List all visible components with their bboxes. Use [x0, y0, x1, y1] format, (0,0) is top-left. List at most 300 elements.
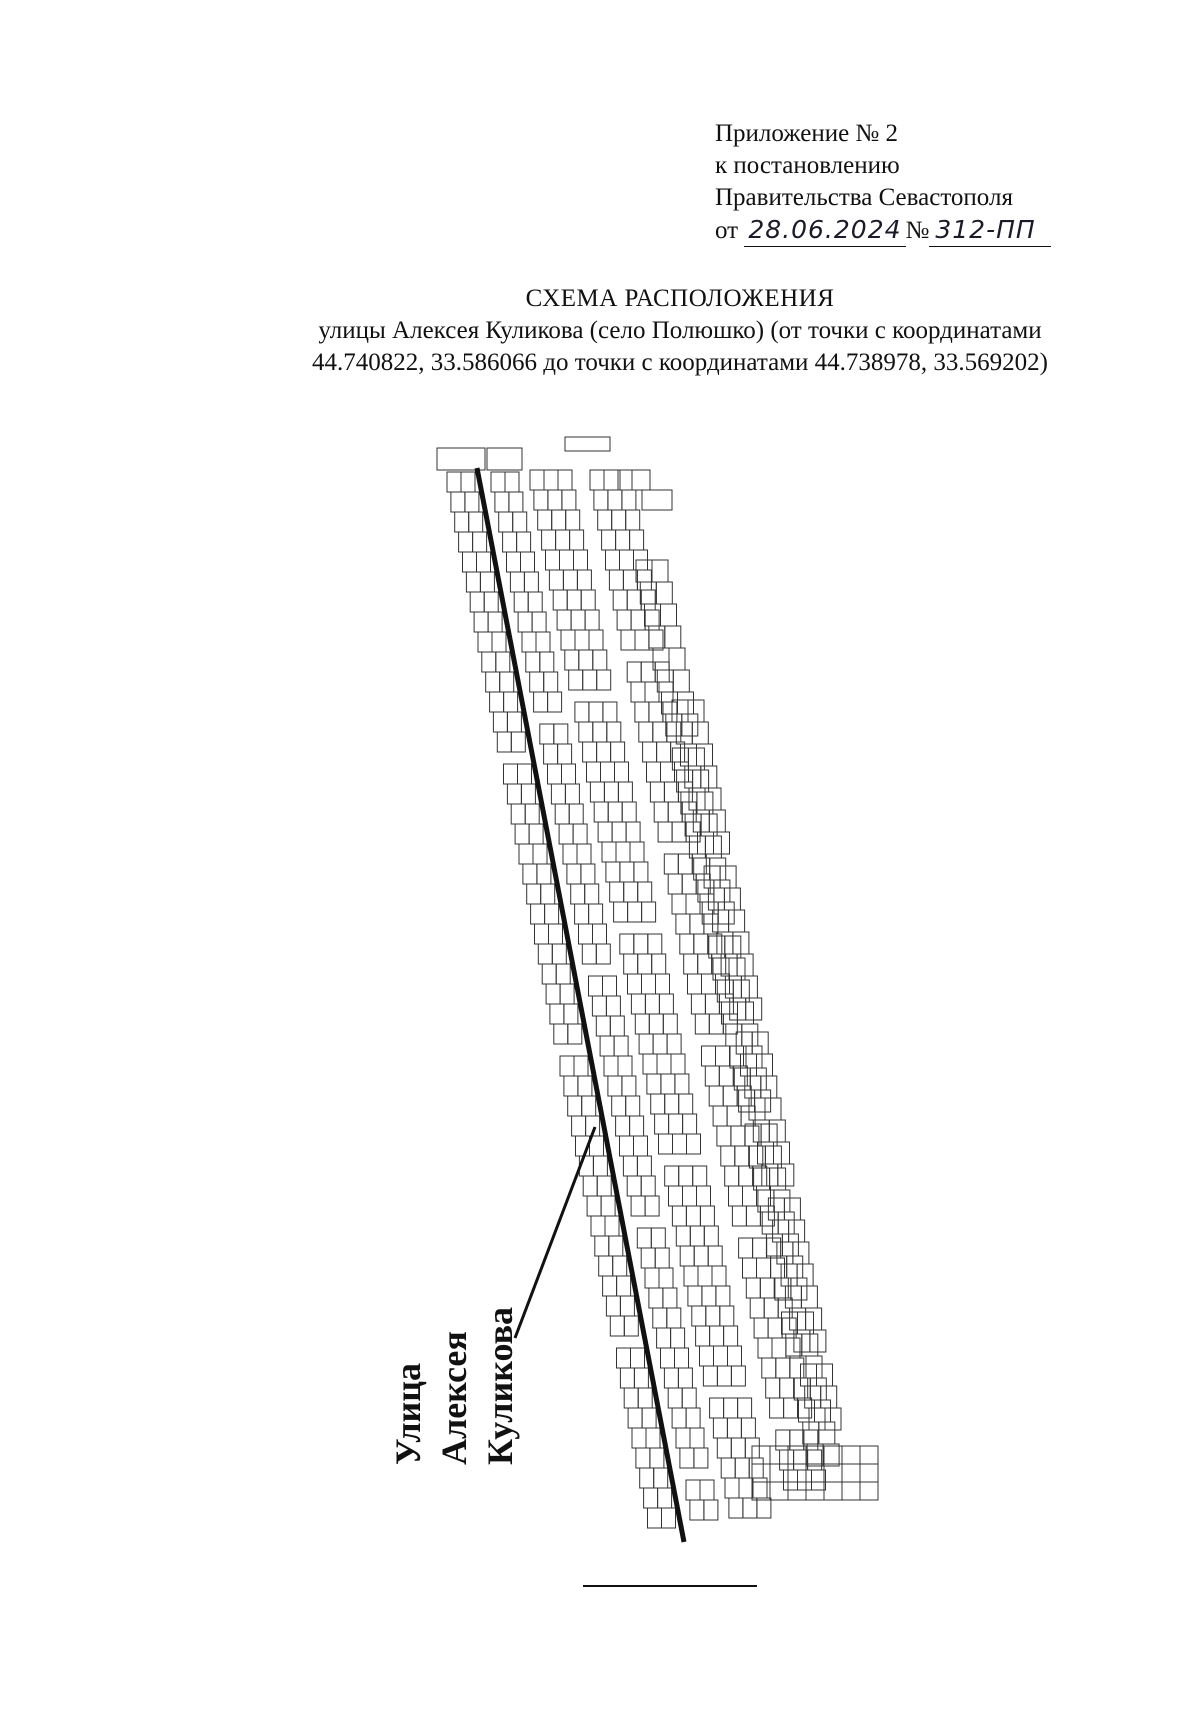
- parcel: [561, 630, 575, 650]
- parcel: [577, 844, 591, 864]
- parcel: [662, 692, 678, 714]
- parcel: [729, 1186, 743, 1206]
- resolution-number: 312-ПП: [929, 214, 1051, 247]
- parcel: [717, 1366, 731, 1386]
- parcel: [515, 824, 529, 844]
- parcel: [676, 1226, 690, 1246]
- parcel: [678, 854, 692, 874]
- parcel: [555, 804, 569, 824]
- parcel: [559, 824, 573, 844]
- parcel: [649, 626, 665, 648]
- parcel: [755, 1090, 771, 1112]
- parcel: [504, 764, 518, 784]
- parcel: [577, 570, 591, 590]
- parcel: [514, 592, 528, 612]
- parcel: [648, 934, 662, 954]
- parcel: [608, 490, 622, 510]
- parcel: [627, 662, 641, 682]
- parcel: [637, 1156, 651, 1176]
- parcel: [612, 510, 626, 530]
- parcel: [665, 1166, 679, 1186]
- parcel: [703, 1366, 717, 1386]
- parcel: [614, 902, 628, 922]
- parcel: [594, 802, 608, 822]
- parcel: [729, 1498, 743, 1518]
- parcel: [569, 804, 583, 824]
- parcel: [527, 884, 541, 904]
- parcel: [626, 510, 640, 530]
- parcel: [758, 1338, 772, 1358]
- parcel: [487, 448, 522, 470]
- parcel: [554, 724, 568, 744]
- parcel: [714, 880, 730, 902]
- parcel: [533, 844, 547, 864]
- parcel: [504, 692, 518, 712]
- parcel: [646, 1428, 660, 1448]
- parcel: [564, 1004, 578, 1024]
- parcel: [461, 472, 475, 492]
- parcel: [649, 1014, 663, 1034]
- parcel: [693, 1166, 707, 1186]
- parcel: [544, 470, 558, 490]
- parcel: [682, 714, 698, 736]
- parcel: [647, 762, 661, 782]
- from-label: от: [715, 217, 739, 244]
- parcel: [713, 910, 729, 932]
- parcel: [488, 612, 502, 632]
- parcel: [579, 722, 593, 742]
- parcel: [691, 994, 705, 1014]
- parcel: [620, 1368, 634, 1388]
- appendix-government: Правительства Севастополя: [715, 184, 1013, 211]
- parcel: [598, 510, 612, 530]
- parcel: [470, 592, 484, 612]
- parcel: [567, 864, 581, 884]
- parcel: [606, 1296, 620, 1316]
- parcel: [500, 672, 514, 692]
- parcel: [805, 1386, 821, 1408]
- parcel: [860, 1482, 878, 1500]
- parcel: [610, 1016, 624, 1036]
- parcel: [657, 1054, 671, 1074]
- parcel: [698, 1266, 712, 1286]
- parcel: [552, 510, 566, 530]
- parcel: [624, 1316, 638, 1336]
- parcel: [639, 722, 653, 742]
- parcel: [801, 1286, 817, 1308]
- parcel: [649, 702, 663, 722]
- parcel: [610, 1316, 624, 1336]
- parcel: [644, 1488, 658, 1508]
- parcel: [628, 902, 642, 922]
- parcel: [766, 1234, 782, 1256]
- parcel: [659, 1134, 673, 1154]
- parcel: [768, 1318, 782, 1338]
- parcel: [746, 1278, 760, 1298]
- parcel: [455, 512, 469, 532]
- parcel: [634, 934, 648, 954]
- parcel: [672, 894, 686, 914]
- parcel: [739, 1478, 753, 1498]
- parcel: [631, 994, 645, 1014]
- parcel: [583, 670, 597, 690]
- parcel: [636, 560, 652, 582]
- parcel: [676, 722, 692, 744]
- parcel: [823, 1444, 839, 1466]
- parcel: [671, 1328, 685, 1348]
- parcel: [702, 1286, 716, 1306]
- parcel: [592, 996, 606, 1016]
- parcel: [548, 764, 562, 784]
- parcel: [617, 1348, 631, 1368]
- parcel: [538, 944, 552, 964]
- parcel: [652, 954, 666, 974]
- parcel: [710, 1326, 724, 1346]
- parcel: [793, 1242, 809, 1264]
- parcel: [608, 802, 622, 822]
- parcel: [532, 612, 546, 632]
- parcel: [537, 864, 551, 884]
- parcel: [645, 1268, 659, 1288]
- parcel: [688, 700, 704, 722]
- parcel: [581, 864, 595, 884]
- parcel: [630, 842, 644, 862]
- parcel: [469, 512, 483, 532]
- parcel: [671, 1054, 685, 1074]
- parcel: [745, 1126, 759, 1146]
- parcel: [620, 1296, 634, 1316]
- parcel: [821, 1386, 837, 1408]
- parcel: [684, 1266, 698, 1286]
- parcel: [812, 1470, 826, 1490]
- parcel: [631, 610, 645, 630]
- parcel: [696, 1326, 710, 1346]
- parcel: [473, 532, 487, 552]
- parcel: [566, 510, 580, 530]
- parcel: [645, 1196, 659, 1216]
- parcel: [465, 492, 479, 512]
- parcel: [544, 672, 558, 692]
- parcel: [721, 1458, 735, 1478]
- parcel: [568, 1096, 582, 1116]
- parcel: [784, 1198, 800, 1220]
- parcel: [565, 650, 579, 670]
- parcel: [518, 612, 532, 632]
- parcel: [635, 702, 649, 722]
- parcel: [694, 1246, 708, 1266]
- parcel: [624, 882, 638, 902]
- parcel: [719, 1066, 733, 1086]
- parcel: [663, 1288, 677, 1308]
- parcel: [710, 1398, 724, 1418]
- parcel: [597, 742, 611, 762]
- parcel: [679, 1094, 693, 1114]
- parcel: [723, 1086, 737, 1106]
- parcel: [721, 1146, 735, 1166]
- parcel: [738, 1398, 752, 1418]
- parcel: [549, 924, 563, 944]
- parcel: [824, 1482, 842, 1500]
- parcel: [641, 590, 655, 610]
- parcel: [669, 1186, 683, 1206]
- parcel: [530, 470, 544, 490]
- parcel: [713, 1418, 727, 1438]
- parcel: [702, 1046, 716, 1066]
- parcel: [587, 762, 601, 782]
- parcel: [558, 470, 572, 490]
- parcel: [770, 1482, 788, 1500]
- parcel: [639, 1034, 653, 1054]
- parcel: [604, 470, 618, 490]
- parcel: [535, 924, 549, 944]
- parcel: [560, 1056, 574, 1076]
- parcel: [587, 1196, 601, 1216]
- parcel: [743, 1186, 757, 1206]
- parcel: [612, 822, 626, 842]
- parcel: [568, 1024, 582, 1044]
- scheme-title-main: СХЕМА РАСПОЛОЖЕНИЯ: [525, 285, 835, 312]
- parcel: [529, 824, 543, 844]
- parcel: [645, 604, 661, 626]
- parcel: [622, 802, 636, 822]
- parcel: [601, 1196, 615, 1216]
- parcel: [656, 582, 672, 604]
- parcel: [511, 804, 525, 824]
- parcel: [554, 1024, 568, 1044]
- parcel: [521, 552, 535, 572]
- parcel: [585, 610, 599, 630]
- parcel: [709, 1086, 723, 1106]
- parcel: [612, 1096, 626, 1116]
- parcel: [528, 592, 542, 612]
- parcel: [573, 824, 587, 844]
- parcel: [645, 994, 659, 1014]
- parcel: [466, 572, 480, 592]
- parcel: [572, 1116, 586, 1136]
- parcel: [526, 652, 540, 672]
- parcel: [607, 722, 621, 742]
- parcel: [507, 552, 521, 572]
- parcel: [657, 742, 671, 762]
- parcel: [736, 1032, 752, 1054]
- parcel: [780, 1450, 794, 1470]
- parcel: [807, 1444, 823, 1466]
- parcel: [687, 1134, 701, 1154]
- parcel: [757, 1498, 771, 1518]
- parcel: [706, 1306, 720, 1326]
- parcel: [702, 902, 718, 924]
- parcel: [635, 630, 649, 650]
- parcel: [550, 1004, 564, 1024]
- scheme-title-line3: 44.740822, 33.586066 до точки с координатами 44.738978, 33.569202): [312, 349, 1048, 376]
- parcel: [536, 632, 550, 652]
- parcel: [680, 1246, 694, 1266]
- parcel: [651, 1228, 665, 1248]
- parcel: [784, 1398, 798, 1418]
- parcel: [604, 1056, 618, 1076]
- parcel: [594, 490, 608, 510]
- parcel: [463, 552, 477, 572]
- parcel: [790, 1358, 804, 1378]
- parcel: [623, 570, 637, 590]
- parcel: [676, 914, 690, 934]
- parcel: [680, 934, 694, 954]
- parcel: [810, 1378, 826, 1400]
- parcel: [650, 1448, 664, 1468]
- parcel: [653, 1034, 667, 1054]
- parcel: [560, 984, 574, 1004]
- parcel: [544, 744, 558, 764]
- parcel: [593, 722, 607, 742]
- parcel: [490, 692, 504, 712]
- parcel: [578, 1076, 592, 1096]
- parcel: [553, 590, 567, 610]
- parcel: [678, 1368, 692, 1388]
- parcel: [624, 1388, 638, 1408]
- parcel: [540, 724, 554, 744]
- parcel: [705, 1066, 719, 1086]
- parcel: [686, 1480, 700, 1500]
- parcel: [742, 1024, 758, 1046]
- parcel: [624, 954, 638, 974]
- parcel: [522, 632, 536, 652]
- parcel: [672, 700, 688, 722]
- parcel: [749, 1458, 763, 1478]
- parcel: [530, 672, 544, 692]
- parcel: [617, 1276, 631, 1296]
- parcel: [642, 902, 656, 922]
- parcel: [560, 550, 574, 570]
- parcel: [548, 490, 562, 510]
- parcel: [686, 1408, 700, 1428]
- bottom-rule: [583, 1585, 757, 1587]
- parcel: [626, 1096, 640, 1116]
- parcel: [603, 1276, 617, 1296]
- parcel: [762, 1358, 776, 1378]
- parcel: [631, 1348, 645, 1368]
- parcel: [589, 702, 603, 722]
- parcel: [819, 1422, 835, 1444]
- parcel: [596, 944, 610, 964]
- parcel: [531, 904, 545, 924]
- parcel: [507, 784, 521, 804]
- parcel: [581, 590, 595, 610]
- parcel: [806, 1356, 822, 1378]
- parcel: [767, 1238, 781, 1258]
- parcel: [622, 1076, 636, 1096]
- parcel: [615, 762, 629, 782]
- parcel: [641, 1176, 655, 1196]
- parcel: [574, 1056, 588, 1076]
- parcel: [662, 1508, 676, 1528]
- parcel: [762, 1212, 778, 1234]
- parcel: [571, 884, 585, 904]
- parcel: [688, 974, 702, 994]
- parcel: [784, 1470, 798, 1490]
- scheme-title-line2: улицы Алексея Куликова (село Полюшко) (от точки с координатами: [318, 317, 1042, 344]
- parcel: [655, 1248, 669, 1268]
- parcel: [542, 964, 556, 984]
- parcel: [771, 1258, 785, 1278]
- parcel: [743, 1498, 757, 1518]
- parcel: [626, 822, 640, 842]
- parcel: [683, 1114, 697, 1134]
- street-label-line-1: Улица: [388, 1362, 428, 1465]
- parcel: [664, 854, 678, 874]
- parcel: [663, 702, 677, 722]
- parcel: [609, 1236, 623, 1256]
- parcel: [789, 1220, 805, 1242]
- parcel: [534, 490, 548, 510]
- parcel: [451, 492, 465, 512]
- parcel: [627, 590, 641, 610]
- parcel: [675, 1348, 689, 1368]
- parcel: [741, 1418, 755, 1438]
- parcel: [653, 722, 667, 742]
- parcel: [665, 626, 681, 648]
- parcel: [602, 842, 616, 862]
- appendix-to-resolution: к постановлению: [715, 152, 900, 179]
- parcel: [603, 702, 617, 722]
- parcel: [663, 1014, 677, 1034]
- parcel: [491, 472, 505, 492]
- parcel: [690, 1226, 704, 1246]
- street-label: [388, 1307, 520, 1465]
- parcel: [606, 996, 620, 1016]
- parcel: [556, 964, 570, 984]
- parcel: [632, 1428, 646, 1448]
- parcel: [608, 1076, 622, 1096]
- parcel: [643, 742, 657, 762]
- parcel: [620, 1136, 634, 1156]
- parcel: [437, 448, 485, 470]
- parcel: [673, 1134, 687, 1154]
- parcel: [637, 570, 651, 590]
- parcel: [700, 1346, 714, 1366]
- parcel: [704, 1500, 718, 1520]
- parcel: [616, 1116, 630, 1136]
- parcel: [649, 1288, 663, 1308]
- parcel: [478, 632, 492, 652]
- parcel: [552, 944, 566, 964]
- parcel: [484, 592, 498, 612]
- parcel: [700, 1206, 714, 1226]
- parcel: [574, 550, 588, 570]
- parcel: [492, 632, 506, 652]
- parcel: [754, 1318, 768, 1338]
- parcel: [752, 1446, 770, 1464]
- parcel: [781, 1264, 797, 1286]
- parcel: [724, 888, 740, 910]
- parcel: [579, 650, 593, 670]
- parcel: [764, 1298, 778, 1318]
- parcel: [717, 1438, 731, 1458]
- parcel: [641, 1248, 655, 1268]
- parcel: [631, 682, 645, 702]
- parcel: [545, 904, 559, 924]
- parcel: [735, 1458, 749, 1478]
- parcel: [654, 802, 668, 822]
- parcel: [604, 782, 618, 802]
- parcel: [731, 1438, 745, 1458]
- parcel: [860, 1464, 878, 1482]
- parcel: [622, 490, 636, 510]
- parcel: [620, 862, 634, 882]
- parcel: [657, 1328, 671, 1348]
- parcel: [778, 1212, 794, 1234]
- parcel: [601, 762, 615, 782]
- parcel: [661, 1074, 675, 1094]
